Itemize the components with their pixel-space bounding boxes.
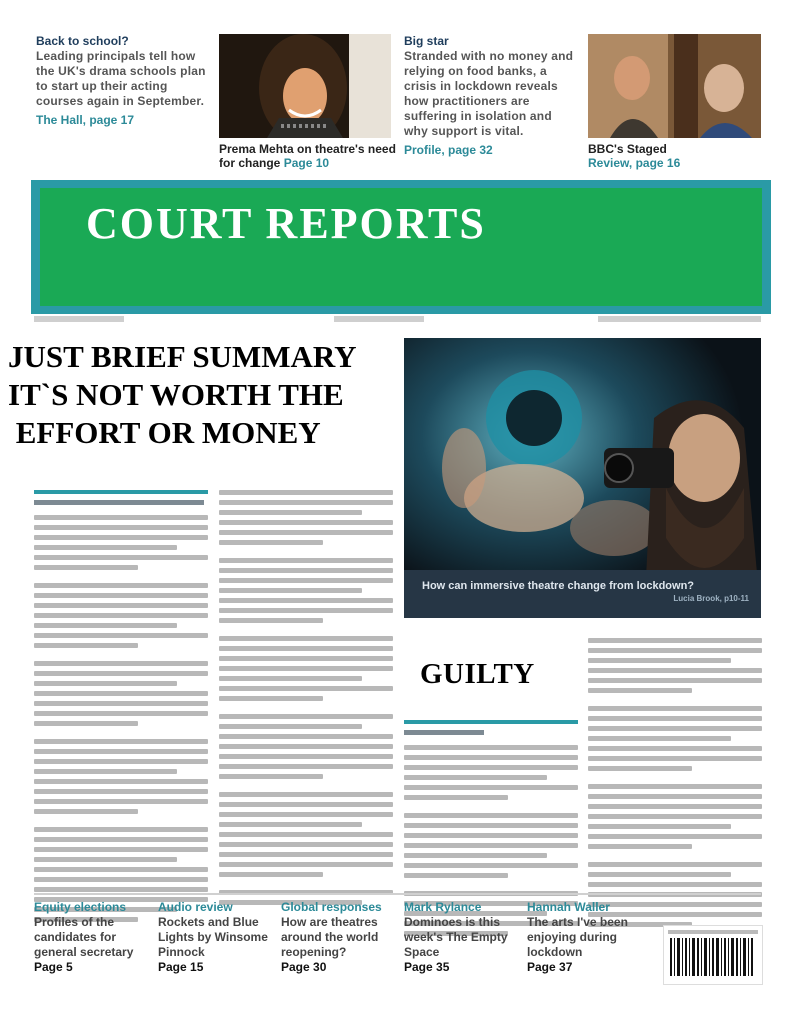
caption-staged[interactable] bbox=[588, 142, 768, 170]
teaser-body: Leading principals tell how the UK's drama schools plan to start up their acting courses again in September. bbox=[36, 49, 206, 108]
stage-photo-caption-text: How can immersive theatre change from lockdown? bbox=[422, 580, 695, 592]
caption-text: Prema Mehta on theatre's need for change bbox=[219, 142, 396, 170]
column-rule bbox=[34, 490, 208, 494]
bottom-item-body: Dominoes is this week's The Empty Space bbox=[404, 915, 508, 959]
article-column-2 bbox=[219, 490, 393, 910]
stage-photo-caption bbox=[404, 570, 761, 618]
column-rule bbox=[404, 720, 578, 724]
bottom-item-equity[interactable] bbox=[34, 900, 156, 975]
bottom-item-page: Page 37 bbox=[527, 960, 573, 974]
bottom-item-global-responses[interactable] bbox=[281, 900, 403, 975]
banner-green-panel bbox=[40, 188, 762, 306]
teaser-ref: The Hall, page 17 bbox=[36, 113, 135, 127]
bottom-item-title: Global responses bbox=[281, 900, 382, 914]
caption-ref: Review, page 16 bbox=[588, 156, 681, 170]
barcode bbox=[663, 925, 763, 985]
bottom-separator bbox=[34, 893, 761, 895]
bottom-item-page: Page 30 bbox=[281, 960, 327, 974]
teaser-big-star[interactable] bbox=[404, 34, 576, 158]
bottom-item-body: How are theatres around the world reopening? bbox=[281, 915, 379, 959]
headline-line-2: IT`S NOT WORTH THE bbox=[8, 377, 344, 412]
bottom-item-page: Page 35 bbox=[404, 960, 450, 974]
bottom-item-hannah-waller[interactable] bbox=[527, 900, 649, 975]
headline-line-1: JUST BRIEF SUMMARY bbox=[8, 339, 357, 374]
column-byline bbox=[404, 730, 484, 735]
column-byline bbox=[34, 500, 204, 505]
bottom-item-mark-rylance[interactable] bbox=[404, 900, 526, 975]
bottom-item-body: The arts I've been enjoying during lockdown bbox=[527, 915, 628, 959]
headline-line-3: EFFORT OR MONEY bbox=[8, 415, 321, 450]
dateline-left bbox=[34, 316, 124, 322]
verdict-label: GUILTY bbox=[420, 658, 535, 690]
bottom-item-page: Page 15 bbox=[158, 960, 204, 974]
bottom-item-title: Hannah Waller bbox=[527, 900, 610, 914]
bottom-item-audio-review[interactable] bbox=[158, 900, 280, 975]
caption-ref: Page 10 bbox=[283, 156, 330, 170]
bottom-item-title: Audio review bbox=[158, 900, 233, 914]
teaser-title: Back to school? bbox=[36, 34, 129, 48]
banner-title: COURT REPORTS bbox=[86, 199, 486, 248]
dateline-right bbox=[598, 316, 761, 322]
staged-photo bbox=[588, 34, 761, 138]
bottom-item-title: Equity elections bbox=[34, 900, 127, 914]
teaser-ref: Profile, page 32 bbox=[404, 143, 493, 157]
bottom-item-page: Page 5 bbox=[34, 960, 73, 974]
dateline-center bbox=[334, 316, 424, 322]
stage-photo-credit: Lucia Brook, p10-11 bbox=[673, 594, 749, 603]
caption-text: BBC's Staged bbox=[588, 142, 667, 156]
article-column-1 bbox=[34, 490, 208, 927]
bottom-item-body: Profiles of the candidates for general secretary bbox=[34, 915, 134, 959]
teaser-back-to-school[interactable] bbox=[36, 34, 206, 128]
caption-prema-mehta[interactable] bbox=[219, 142, 399, 170]
article-column-4 bbox=[588, 638, 762, 932]
bottom-item-title: Mark Rylance bbox=[404, 900, 482, 914]
portrait-photo bbox=[219, 34, 391, 138]
teaser-title: Big star bbox=[404, 34, 449, 48]
bottom-item-body: Rockets and Blue Lights by Winsome Pinnock bbox=[158, 915, 268, 959]
main-headline bbox=[8, 338, 398, 452]
court-reports-banner bbox=[31, 180, 771, 314]
teaser-body: Stranded with no money and relying on food banks, a crisis in lockdown reveals how practitioners are suffering in isolation and why support is vital. bbox=[404, 49, 574, 138]
